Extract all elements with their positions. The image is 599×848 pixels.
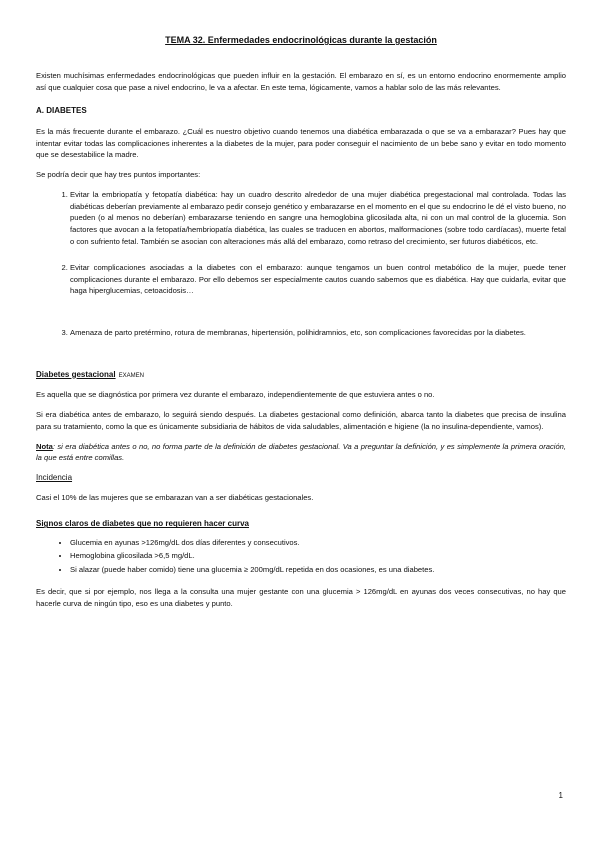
gestacional-heading-row bbox=[36, 369, 566, 381]
nota-text: : si era diabética antes o no, no forma parte de la definición de diabetes gestacional. Va a preguntar la definición, y es simplemente la primera oración, la que está entre comillas. bbox=[36, 441, 566, 463]
gestacional-paragraph-2: Si era diabética antes de embarazo, lo seguirá siendo después. La diabetes gestacional como definición, abarca tanto la diabetes que precisa de insulina para su tratamiento, como la que es únicamente subsidiaria de hábitos de vida saludables, alimentación e higiene (la no insulina-dependiente, vamos). bbox=[36, 409, 566, 431]
nota-paragraph bbox=[36, 441, 566, 465]
gestacional-heading: Diabetes gestacional bbox=[36, 369, 116, 379]
incidencia-heading: Incidencia bbox=[36, 473, 73, 483]
incidencia-text: Casi el 10% de las mujeres que se embarazan van a ser diabéticas gestacionales. bbox=[36, 493, 314, 503]
gestacional-paragraph-1: Es aquella que se diagnóstica por primera vez durante el embarazo, independientemente de que estuviera antes o no. bbox=[36, 390, 435, 400]
nota-label: Nota bbox=[36, 441, 53, 451]
document-title: TEMA 32. Enfermedades endocrinológicas durante la gestación bbox=[165, 35, 437, 45]
list-item: 3. Amenaza de parto pretérmino, rotura de membranas, hipertensión, polihidramnios, etc, son complicaciones favorecidas por la diabetes. bbox=[70, 327, 566, 339]
list-item: • Si alazar (puede haber comido) tiene una glucemia ≥ 200mg/dL repetida en dos ocasiones, es una diabetes. bbox=[70, 564, 566, 576]
list-item: 1. Evitar la embriopatía y fetopatía diabética: hay un cuadro descrito alrededor de una mujer diabética pregestacional mal controlada. Todas las diabéticas deberían previamente al embarazo pedir consejo genético y embarazarse en el momento en el que su endocrino le dé el visto bueno, no pueden (o al menos no deberían) embarazarse teniendo en sangre una hemoglobina glicosilada alta, ni con un mal control de la glucemia. Son factores que avocan a la fetopatía/hembriopatía diabética, las cuales se traducen en abortos, malformaciones (sobre todo cardíacas), muerte fetal o con sufriento fetal. También se asocian con alteraciones más allá del embarazo, como retraso del crecimiento, ser futuros diabéticos, etc. bbox=[70, 189, 566, 248]
exam-tag: EXAMEN bbox=[118, 372, 144, 379]
list-item: • Glucemia en ayunas >126mg/dL dos días diferentes y consecutivos. bbox=[70, 537, 566, 549]
final-paragraph: Es decir, que si por ejemplo, nos llega a la consulta una mujer gestante con una glucemia > 126mg/dL en ayunas dos veces consecutivas, no hay que hacerle curva de ningún tipo, eso es una diabetes y punto. bbox=[36, 586, 566, 608]
page-number: 1 bbox=[558, 791, 563, 800]
diabetes-paragraph-1: Es la más frecuente durante el embarazo. ¿Cuál es nuestro objetivo cuando tenemos una diabética embarazada o que se va a embarazar? Pues hay que intentar evitar todas las complicaciones inherentes a la diabetes de la mujer, para poder conseguir el nacimiento de un bebe sano y evitar en todo momento que se desestabilice la madre. bbox=[36, 126, 566, 160]
important-points-list bbox=[36, 189, 566, 339]
list-item: • Hemoglobina glicosilada >6,5 mg/dL. bbox=[70, 550, 566, 562]
section-heading-diabetes: A. DIABETES bbox=[36, 106, 87, 116]
list-item: 2. Evitar complicaciones asociadas a la diabetes con el embarazo: aunque tengamos un buen control metabólico de la mujer, puede tener complicaciones durante el embarazo. Por ello debemos ser especialmente cautos cuando sabemos que es diabética. Hay que cuidarla, evitar que haga hiperglucemias, cetoacidosis… bbox=[70, 262, 566, 297]
diabetes-paragraph-2: Se podría decir que hay tres puntos importantes: bbox=[36, 170, 201, 180]
intro-paragraph: Existen muchísimas enfermedades endocrinológicas que pueden influir en la gestación. El embarazo en sí, es un entorno endocrino enormemente amplio así que cualquier cosa que pase a nivel endocrino, le va a afectar. En este tema, lógicamente, vamos a hablar solo de las más relevantes. bbox=[36, 70, 566, 92]
signos-list bbox=[36, 537, 566, 576]
signos-heading: Signos claros de diabetes que no requieren hacer curva bbox=[36, 519, 249, 529]
document-page bbox=[36, 34, 566, 617]
